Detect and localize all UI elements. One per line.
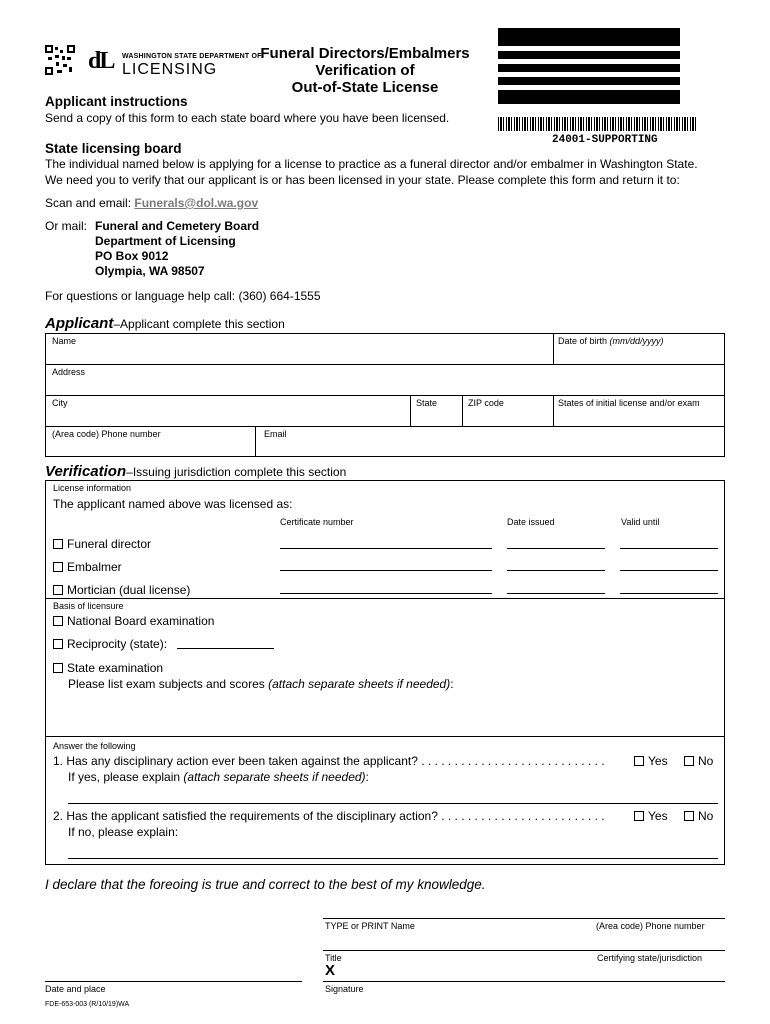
- board-heading: State licensing board: [45, 141, 182, 156]
- valid-line-3[interactable]: [620, 593, 718, 594]
- checkbox-q1-no[interactable]: [684, 756, 694, 766]
- scan-email-prefix: Scan and email:: [45, 196, 135, 210]
- type-funeral-director-label: Funeral director: [67, 537, 152, 551]
- form-id: FDE-653-003 (R/10/19)WA: [45, 1001, 130, 1008]
- title-line-2: Verification of: [315, 62, 415, 79]
- applicant-title: Applicant: [45, 315, 114, 332]
- name-field[interactable]: [46, 334, 554, 365]
- q1-explain-text: If yes, please explain: [68, 770, 181, 784]
- city-field[interactable]: [46, 396, 411, 427]
- col-issued: Date issued: [507, 517, 555, 527]
- mail-prefix: Or mail:: [45, 219, 87, 233]
- q2-no-label: No: [698, 809, 714, 823]
- dob-label: [558, 336, 664, 346]
- cert-state-label: Certifying state/jurisdiction: [597, 953, 703, 963]
- basis-state-exam[interactable]: [53, 661, 163, 675]
- cert-line-1[interactable]: [280, 548, 492, 549]
- phone-label: (Area code) Phone number: [52, 429, 161, 439]
- issued-line-3[interactable]: [507, 593, 605, 594]
- declaration-text: I declare that the foreoing is true and correct to the best of my knowledge.: [45, 877, 486, 892]
- basis-list: Please list exam subjects and scores (attach separate sheets if needed):: [68, 677, 454, 691]
- phone-field[interactable]: [46, 427, 256, 456]
- checkbox-reciprocity[interactable]: [53, 639, 63, 649]
- divider-basis: [46, 598, 724, 599]
- basis-nbe[interactable]: [53, 614, 214, 628]
- applicant-instructions-text: Send a copy of this form to each state board where you have been licensed.: [45, 111, 450, 125]
- signature-x-mark: X: [325, 962, 336, 979]
- q1-no-label: No: [698, 754, 714, 768]
- basis-state-label: State examination: [67, 661, 164, 675]
- name-label: Name: [52, 336, 77, 346]
- issued-line-2[interactable]: [507, 570, 605, 571]
- mail-line-3: PO Box 9012: [95, 249, 169, 263]
- licensed-as-text: The applicant named above was licensed as:: [53, 497, 293, 511]
- date-place-label: Date and place: [45, 984, 106, 994]
- valid-line-1[interactable]: [620, 548, 718, 549]
- valid-line-2[interactable]: [620, 570, 718, 571]
- checkbox-state-exam[interactable]: [53, 663, 63, 673]
- question-2: 2. Has the applicant satisfied the requirements of the disciplinary action? . . . . . . . . . . . . . . . . . . . . . . . . .: [53, 809, 605, 823]
- checkbox-q2-no[interactable]: [684, 811, 694, 821]
- type-mortician[interactable]: [53, 583, 190, 597]
- q2-yes[interactable]: [634, 809, 668, 823]
- questions-line: For questions or language help call: (360) 664-1555: [45, 289, 321, 303]
- q1-yes-label: Yes: [648, 754, 668, 768]
- zip-label: ZIP code: [468, 398, 504, 408]
- applicant-subtitle: –Applicant complete this section: [113, 317, 285, 331]
- q1-explain-note: (attach separate sheets if needed): [183, 770, 366, 784]
- basis-nbe-label: National Board examination: [67, 614, 215, 628]
- mail-line-4: Olympia, WA 98507: [95, 264, 205, 278]
- type-embalmer[interactable]: [53, 560, 122, 574]
- basis-list-text: Please list exam subjects and scores: [68, 677, 265, 691]
- checkbox-q1-yes[interactable]: [634, 756, 644, 766]
- dob-format: (mm/dd/yyyy): [609, 336, 664, 346]
- q2-yes-label: Yes: [648, 809, 668, 823]
- answer-label: Answer the following: [53, 741, 136, 751]
- form-title: [240, 45, 490, 96]
- applicant-instructions-heading: Applicant instructions: [45, 94, 188, 109]
- mail-line-2: Department of Licensing: [95, 234, 236, 248]
- state-field[interactable]: [411, 396, 463, 427]
- q1-yes[interactable]: [634, 754, 668, 768]
- title-line-1: Funeral Directors/Embalmers: [260, 45, 470, 62]
- q1-explain-line[interactable]: [68, 803, 718, 804]
- mail-line-1: Funeral and Cemetery Board: [95, 219, 260, 233]
- agency-name-big: LICENSING: [122, 61, 218, 78]
- date-place-line[interactable]: [45, 981, 302, 982]
- qr-code: [45, 45, 75, 75]
- title-line-3: Out-of-State License: [291, 79, 439, 96]
- q2-no[interactable]: [684, 809, 713, 823]
- email-field[interactable]: [256, 427, 724, 456]
- verification-box: [45, 480, 725, 865]
- email-label: Email: [264, 429, 287, 439]
- type-funeral-director[interactable]: [53, 537, 151, 551]
- dob-label-text: Date of birth: [558, 336, 608, 346]
- q2-explain: If no, please explain:: [68, 825, 179, 839]
- col-cert: Certificate number: [280, 517, 354, 527]
- checkbox-q2-yes[interactable]: [634, 811, 644, 821]
- states-initial-field[interactable]: [554, 396, 724, 427]
- board-line-2: We need you to verify that our applicant is or has been licensed in your state. Please complete this form and return it to:: [45, 173, 680, 187]
- applicant-box: [45, 333, 725, 457]
- scan-email: [45, 196, 258, 210]
- cert-line-3[interactable]: [280, 593, 492, 594]
- divider-answer: [46, 736, 724, 737]
- stacked-barcode: [498, 28, 680, 109]
- dob-field[interactable]: [554, 334, 724, 365]
- checkbox-embalmer[interactable]: [53, 562, 63, 572]
- signature-line[interactable]: [323, 981, 725, 982]
- type-embalmer-label: Embalmer: [67, 560, 122, 574]
- mail-address: [95, 219, 259, 279]
- license-info-label: License information: [53, 483, 132, 493]
- name-phone-line[interactable]: [323, 918, 725, 919]
- title-label: Title: [325, 953, 342, 963]
- decl-phone-label: (Area code) Phone number: [596, 921, 705, 931]
- q1-explain: If yes, please explain (attach separate sheets if needed):: [68, 770, 369, 784]
- type-name-label: TYPE or PRINT Name: [325, 921, 415, 931]
- verification-title: Verification: [45, 463, 127, 480]
- basis-label: Basis of licensure: [53, 601, 124, 611]
- states-initial-label: States of initial license and/or exam: [558, 398, 700, 408]
- checkbox-funeral-director[interactable]: [53, 539, 63, 549]
- basis-list-note: (attach separate sheets if needed): [268, 677, 451, 691]
- issued-line-1[interactable]: [507, 548, 605, 549]
- address-field[interactable]: [46, 365, 724, 396]
- basis-reciprocity[interactable]: [53, 637, 167, 651]
- barcode-label: 24001-SUPPORTING: [552, 134, 658, 146]
- dol-logo-mark: dL: [88, 48, 114, 74]
- state-label: State: [416, 398, 438, 408]
- linear-barcode: [498, 117, 698, 131]
- cert-line-2[interactable]: [280, 570, 492, 571]
- verification-subtitle: –Issuing jurisdiction complete this section: [126, 465, 347, 479]
- city-label: City: [52, 398, 68, 408]
- question-1: 1. Has any disciplinary action ever been taken against the applicant? . . . . . . . . . . . . . . . . . . . . . . . . . . . .: [53, 754, 605, 768]
- col-valid: Valid until: [621, 517, 660, 527]
- q1-no[interactable]: [684, 754, 713, 768]
- agency-name-small: WASHINGTON STATE DEPARTMENT OF: [122, 53, 262, 60]
- checkbox-nbe[interactable]: [53, 616, 63, 626]
- board-email-link[interactable]: Funerals@dol.wa.gov: [134, 196, 259, 210]
- board-line-1: The individual named below is applying for a license to practice as a funeral director and/or embalmer in Washington State.: [45, 157, 698, 171]
- basis-recip-label: Reciprocity (state):: [67, 637, 168, 651]
- title-state-line[interactable]: [323, 950, 725, 951]
- type-mortician-label: Mortician (dual license): [67, 583, 191, 597]
- zip-field[interactable]: [463, 396, 554, 427]
- q2-explain-line[interactable]: [68, 858, 718, 859]
- address-label: Address: [52, 367, 86, 377]
- checkbox-mortician[interactable]: [53, 585, 63, 595]
- applicant-section-title: [45, 315, 285, 333]
- signature-label: Signature: [325, 984, 364, 994]
- verification-section-title: [45, 463, 346, 481]
- reciprocity-state-line[interactable]: [177, 648, 274, 649]
